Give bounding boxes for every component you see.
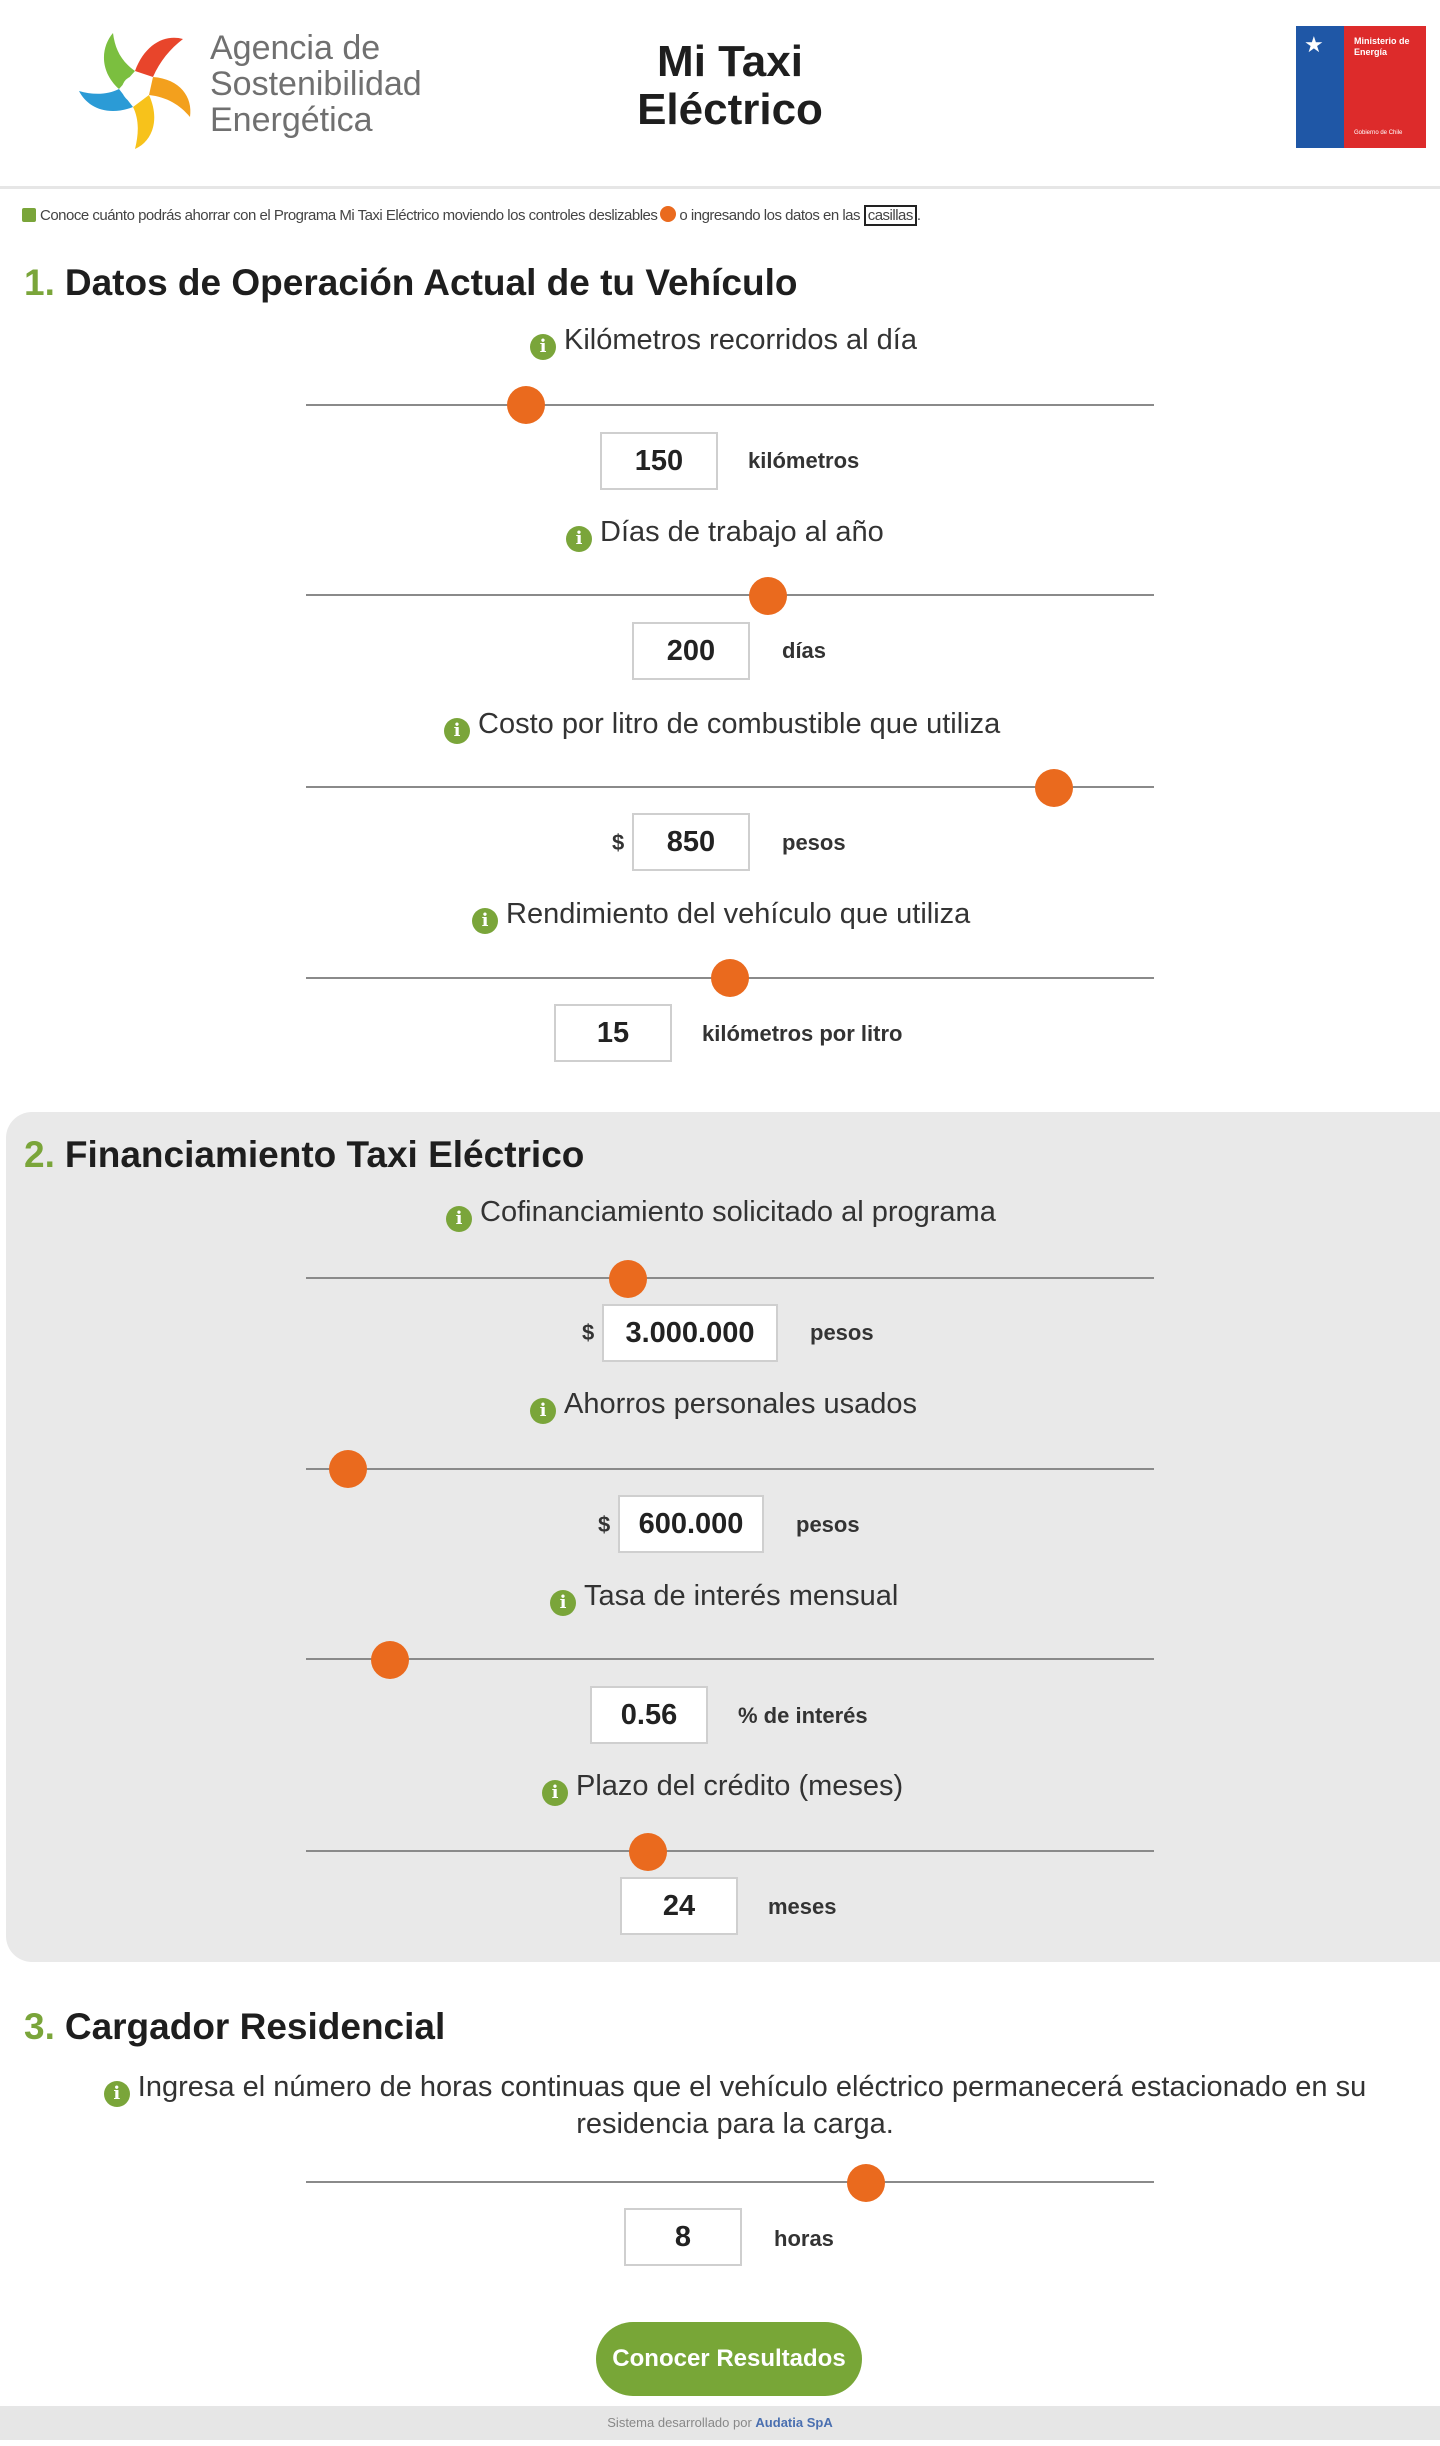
charging-hours-slider-thumb[interactable] [847,2164,885,2202]
section3-title: 3. Cargador Residencial [24,2006,446,2047]
page-footer: Sistema desarrollado por Audatia SpA [0,2406,1440,2440]
km-per-day-input[interactable]: 150 [600,432,718,490]
loan-term-slider-thumb[interactable] [629,1833,667,1871]
vehicle-efficiency-slider-thumb[interactable] [711,959,749,997]
charging-hours-input[interactable]: 8 [624,2208,742,2266]
app-title: Mi Taxi Eléctrico [637,37,823,134]
cofinancing-currency: $ [582,1320,595,1345]
cofinancing-unit: pesos [810,1320,874,1345]
fuel-cost-slider-track[interactable] [306,786,1154,788]
developer-link[interactable]: Audatia SpA [755,2415,833,2430]
interest-rate-slider-thumb[interactable] [371,1641,409,1679]
charging-hours-unit: horas [774,2226,834,2251]
km-per-day-slider-thumb[interactable] [507,386,545,424]
info-icon[interactable]: i [530,334,556,360]
agency-name: Agencia de Sostenibilidad Energética [210,29,422,139]
loan-term-input[interactable]: 24 [620,1877,738,1935]
section1-title: 1. Datos de Operación Actual de tu Vehículo [24,262,798,303]
info-icon[interactable]: i [444,718,470,744]
info-icon[interactable]: i [530,1398,556,1424]
work-days-slider-thumb[interactable] [749,577,787,615]
loan-term-label: i Plazo del crédito (meses) [542,1770,903,1806]
fuel-cost-unit: pesos [782,830,846,855]
cofinancing-input[interactable]: 3.000.000 [602,1304,778,1362]
personal-savings-slider-track[interactable] [306,1468,1154,1470]
info-icon[interactable]: i [104,2081,130,2107]
info-icon[interactable]: i [566,526,592,552]
loan-term-unit: meses [768,1894,837,1919]
see-results-button[interactable]: Conocer Resultados [596,2322,862,2396]
interest-rate-slider-track[interactable] [306,1658,1154,1660]
work-days-unit: días [782,638,827,663]
personal-savings-currency: $ [598,1512,611,1537]
slider-dot-icon [660,206,676,222]
personal-savings-input[interactable]: 600.000 [618,1495,764,1553]
personal-savings-label: i Ahorros personales usados [530,1388,917,1424]
work-days-input[interactable]: 200 [632,622,750,680]
info-icon[interactable]: i [472,908,498,934]
page-header [0,0,1440,189]
work-days-slider-track[interactable] [306,594,1154,596]
interest-rate-label: i Tasa de interés mensual [550,1580,898,1616]
work-days-label: i Días de trabajo al año [566,516,884,552]
charging-hours-slider-track[interactable] [306,2181,1154,2183]
ministry-logo: ★ Ministerio de Energía Gobierno de Chile [1296,26,1426,148]
cofinancing-slider-track[interactable] [306,1277,1154,1279]
personal-savings-unit: pesos [796,1512,860,1537]
instructions-hint: Conoce cuánto podrás ahorrar con el Programa Mi Taxi Eléctrico moviendo los controles deslizables o ingresando los datos en las casillas . [22,206,921,224]
km-per-day-slider-track[interactable] [306,404,1154,406]
charging-hours-label: i Ingresa el número de horas continuas que el vehículo eléctrico permanecerá estacionado en su residencia para la carga. [70,2070,1400,2141]
fuel-cost-label: i Costo por litro de combustible que utiliza [444,708,1000,744]
info-icon[interactable]: i [446,1206,472,1232]
cofinancing-slider-thumb[interactable] [609,1260,647,1298]
personal-savings-slider-thumb[interactable] [329,1450,367,1488]
cofinancing-label: i Cofinanciamiento solicitado al programa [446,1196,996,1232]
km-per-day-label: i Kilómetros recorridos al día [530,324,917,360]
vehicle-efficiency-unit: kilómetros por litro [702,1021,903,1046]
section2-title: 2. Financiamiento Taxi Eléctrico [24,1134,585,1175]
fuel-cost-slider-thumb[interactable] [1035,769,1073,807]
calculator-icon [22,208,36,222]
chile-star-icon: ★ [1304,32,1324,57]
interest-rate-input[interactable]: 0.56 [590,1686,708,1744]
info-icon[interactable]: i [550,1590,576,1616]
agency-sun-logo-icon [70,24,200,154]
interest-rate-unit: % de interés [738,1703,868,1728]
fuel-cost-currency: $ [612,830,625,855]
info-icon[interactable]: i [542,1780,568,1806]
km-per-day-unit: kilómetros [748,448,860,473]
vehicle-efficiency-input[interactable]: 15 [554,1004,672,1062]
fuel-cost-input[interactable]: 850 [632,813,750,871]
loan-term-slider-track[interactable] [306,1850,1154,1852]
vehicle-efficiency-label: i Rendimiento del vehículo que utiliza [472,898,970,934]
